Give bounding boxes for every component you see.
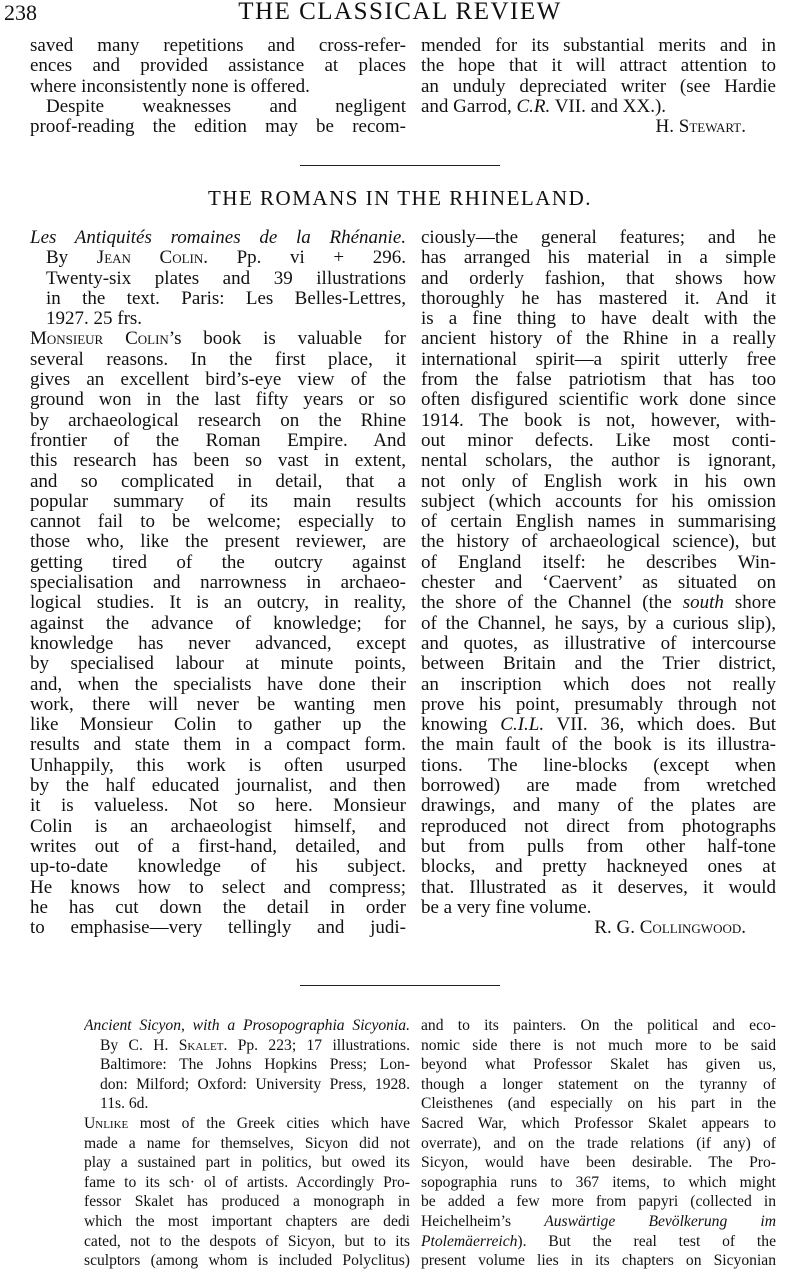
italic-text: Auswärtige Bevölkerung im xyxy=(544,1212,776,1230)
text-segment: Heichelheim’s xyxy=(421,1212,545,1230)
small-caps-text: H. Stewart. xyxy=(655,117,746,138)
text-line: Sacred War, which Professor Skalet appears to xyxy=(421,1114,776,1132)
text-line: sopographia runs to 367 items, to which might xyxy=(421,1173,776,1191)
review-heading: THE ROMANS IN THE RHINELAND. xyxy=(207,186,592,210)
text-line: cated, not to the despots of Sicyon, but to its xyxy=(84,1232,410,1250)
italic-text: C.I.L. xyxy=(500,715,545,736)
text-line: and to its painters. On the political and eco- xyxy=(421,1017,776,1034)
review1-right-column xyxy=(421,228,776,938)
text-line: Despite weaknesses and negligent xyxy=(46,96,406,117)
text-line xyxy=(421,1232,776,1252)
small-caps-text: Skalet xyxy=(178,1036,224,1054)
text-line: thoroughly he has mastered it. And it xyxy=(421,288,776,309)
text-line: nomic side there is not much more to be said xyxy=(421,1036,776,1054)
text-line: ences and provided assistance at places xyxy=(30,56,406,77)
text-line xyxy=(84,1016,410,1036)
text-line: present volume lies in its chapters on Sicyonian xyxy=(421,1252,776,1270)
text-line: gives an excellent bird’s-eye view of the xyxy=(30,370,406,391)
divider xyxy=(300,985,500,986)
text-line: and, when the specialists have done their xyxy=(30,674,406,695)
text-segment: By xyxy=(46,248,97,269)
text-line: it is valueless. Not so here. Monsieur xyxy=(30,796,406,817)
review2-right-column xyxy=(421,1016,776,1271)
text-line: often disfigured scientific work done since xyxy=(421,390,776,411)
text-line xyxy=(30,329,406,349)
text-line: work, there will never be wanting men xyxy=(30,694,406,715)
text-line xyxy=(30,248,406,268)
text-line: Baltimore: The Johns Hopkins Press; Lon- xyxy=(100,1056,410,1074)
italic-text: south xyxy=(682,593,724,614)
text-line: borrowed) are made from wretched xyxy=(421,776,776,797)
text-line: the history of archaeological science), but xyxy=(421,532,776,553)
text-line: nental scholars, the author is ignorant, xyxy=(421,451,776,472)
text-line: Cleisthenes (and especially on his part in the xyxy=(421,1095,776,1113)
text-line: prove his point, presumably through not xyxy=(421,694,776,715)
text-line: sculptors (among whom is included Polyclitus) xyxy=(84,1252,410,1270)
small-caps-text: Jean Colin xyxy=(96,248,204,269)
text-line: frontier of the Roman Empire. And xyxy=(30,430,406,451)
text-segment: most of the Greek cities which have xyxy=(128,1114,410,1132)
text-line: in the text. Paris: Les Belles-Lettres, xyxy=(46,288,406,309)
text-line: popular summary of its main results xyxy=(30,491,406,512)
text-segment: shore xyxy=(723,593,776,614)
text-line: is a fine thing to have dealt with the xyxy=(421,309,776,330)
text-line: up-to-date knowledge of his subject. xyxy=(30,857,406,878)
page-number: 238 xyxy=(4,0,37,25)
text-line xyxy=(30,228,406,248)
text-line: drawings, and many of the plates are xyxy=(421,796,776,817)
text-line xyxy=(84,1036,410,1056)
text-segment: VII. and XX.). xyxy=(550,96,667,117)
text-line: that. Illustrated as it deserves, it would xyxy=(421,877,776,898)
text-segment: VII. 36, which does. But xyxy=(544,715,776,736)
text-line: international spirit—a spirit utterly free xyxy=(421,349,776,370)
text-segment: ’s book is valuable for xyxy=(168,329,406,350)
text-line: an unduly depreciated writer (see Hardie xyxy=(421,76,776,97)
text-line: of the Channel, he says, by a curious slip), xyxy=(421,613,776,634)
text-line: the main fault of the book is its illustra- xyxy=(421,735,776,756)
text-line: 1914. The book is not, however, with- xyxy=(421,410,776,431)
text-line: by the half educated journalist, and then xyxy=(30,776,406,797)
text-line: like Monsieur Colin to gather up the xyxy=(30,715,406,736)
text-line: those who, like the present reviewer, are xyxy=(30,532,406,553)
text-line: ancient history of the Rhine in a really xyxy=(421,329,776,350)
text-line: this research has been so vast in extent, xyxy=(30,451,406,472)
text-line: logical studies. It is an outcry, in reality, xyxy=(30,593,406,614)
text-line xyxy=(421,1212,776,1232)
italic-text: Ancient Sicyon, with a Prosopographia Sicyonia. xyxy=(84,1017,410,1034)
text-line: which the most important chapters are dedi xyxy=(84,1212,410,1230)
italic-text: Ptolemäerreich xyxy=(421,1232,518,1250)
text-line: He knows how to select and compress; xyxy=(30,877,406,898)
text-line: fessor Skalet has produced a monograph in xyxy=(84,1193,410,1211)
text-segment: knowing xyxy=(421,715,501,736)
text-line: and so complicated in detail, that a xyxy=(30,471,406,492)
text-line: but from pulls from other half-tone xyxy=(421,836,776,857)
text-line: has arranged his material in a simple xyxy=(421,248,776,269)
text-line: between Britain and the Trier district, xyxy=(421,654,776,675)
text-line: by specialised labour at minute points, xyxy=(30,654,406,675)
text-line: made a name for themselves, Sicyon did not xyxy=(84,1134,410,1152)
text-line: ground won in the last fifty years or so xyxy=(30,390,406,411)
text-segment: By C. H. xyxy=(100,1036,179,1054)
text-line xyxy=(421,593,776,613)
text-line: and quotes, as illustrative of intercourse xyxy=(421,633,776,654)
text-line: be a very fine volume. xyxy=(421,897,592,918)
text-line: tions. The line-blocks (except when xyxy=(421,755,776,776)
text-line: to emphasise—very tellingly and judi- xyxy=(30,918,406,939)
text-line: not only of English work in his own xyxy=(421,471,776,492)
text-line: reproduced not direct from photographs xyxy=(421,816,776,837)
text-line: Sicyon, would have been desirable. The Pro- xyxy=(421,1154,776,1172)
text-line: where inconsistently none is offered. xyxy=(30,76,310,97)
text-line: out minor defects. Like most conti- xyxy=(421,430,776,451)
text-line: overrate), and on the trade relations (if any) of xyxy=(421,1134,776,1152)
text-segment: . Pp. 223; 17 illustrations. xyxy=(223,1036,410,1054)
text-line xyxy=(84,1114,410,1134)
text-line: of certain English names in summarising xyxy=(421,512,776,533)
text-line: knowledge has never advanced, except xyxy=(30,633,406,654)
text-line: proof-reading the edition may be recom- xyxy=(30,117,406,138)
text-line: the hope that it will attract attention to xyxy=(421,56,776,77)
text-line: subject (which accounts for his omission xyxy=(421,491,776,512)
text-line: getting tired of the outcry against xyxy=(30,552,406,573)
text-line: cannot fail to be welcome; especially to xyxy=(30,512,406,533)
text-line: of England itself: he describes Win- xyxy=(421,552,776,573)
text-segment: and Garrod, xyxy=(421,96,517,117)
text-line: an inscription which does not really xyxy=(421,674,776,695)
text-line: saved many repetitions and cross-refer- xyxy=(30,36,406,56)
text-line: by archaeological research on the Rhine xyxy=(30,410,406,431)
text-line: though a longer statement on the tyranny of xyxy=(421,1075,776,1093)
text-segment: the shore of the Channel (the xyxy=(421,593,683,614)
text-line xyxy=(421,97,776,117)
italic-text: Les Antiquités romaines de la Rhénanie. xyxy=(30,228,406,248)
divider xyxy=(300,165,500,166)
text-line: Twenty-six plates and 39 illustrations xyxy=(46,268,406,289)
text-line: and orderly fashion, that shows how xyxy=(421,268,776,289)
text-segment: . Pp. vi + 296. xyxy=(203,248,406,269)
text-line: fame to its sch· ol of artists. Accordingly Pro- xyxy=(84,1173,410,1191)
text-line xyxy=(421,117,776,137)
text-line: play a sustained part in politics, but owed its xyxy=(84,1154,410,1172)
text-line: writes out of a first-hand, detailed, and xyxy=(30,836,406,857)
review1-left-column xyxy=(30,228,406,938)
text-line: 1927. 25 frs. xyxy=(46,309,143,330)
running-title: THE CLASSICAL REVIEW xyxy=(238,0,562,25)
text-line: results and state them in a compact form. xyxy=(30,735,406,756)
text-line: don: Milford; Oxford: University Press, 1928. xyxy=(100,1075,410,1093)
text-line xyxy=(421,918,776,938)
text-line: blocks, and pretty hackneyed ones at xyxy=(421,857,776,878)
text-line: ciously—the general features; and he xyxy=(421,228,776,248)
text-line: chester and ‘Caervent’ as situated on xyxy=(421,573,776,594)
text-line: against the advance of knowledge; for xyxy=(30,613,406,634)
text-line: beyond what Professor Skalet has given us, xyxy=(421,1056,776,1074)
small-caps-text: R. G. Collingwood. xyxy=(594,918,746,939)
text-line: be added a few more from papyri (collected in xyxy=(421,1193,776,1211)
review2-left-column xyxy=(84,1016,410,1271)
small-caps-text: Unlike xyxy=(84,1114,129,1132)
small-caps-text: Monsieur Colin xyxy=(30,329,169,350)
text-line: mended for its substantial merits and in xyxy=(421,36,776,56)
text-line: he has cut down the detail in order xyxy=(30,897,406,918)
top-left-column xyxy=(30,36,406,137)
text-line: several reasons. In the first place, it xyxy=(30,349,406,370)
text-line: specialisation and narrowness in archaeo- xyxy=(30,573,406,594)
text-line: Colin is an archaeologist himself, and xyxy=(30,816,406,837)
italic-text: C.R. xyxy=(516,96,551,117)
top-right-column xyxy=(421,36,776,137)
text-segment: ). But the real test of the xyxy=(517,1232,776,1250)
text-line: 11s. 6d. xyxy=(100,1095,149,1113)
text-line: Unhappily, this work is often usurped xyxy=(30,755,406,776)
text-line: from the false patriotism that has too xyxy=(421,370,776,391)
text-line xyxy=(421,715,776,735)
